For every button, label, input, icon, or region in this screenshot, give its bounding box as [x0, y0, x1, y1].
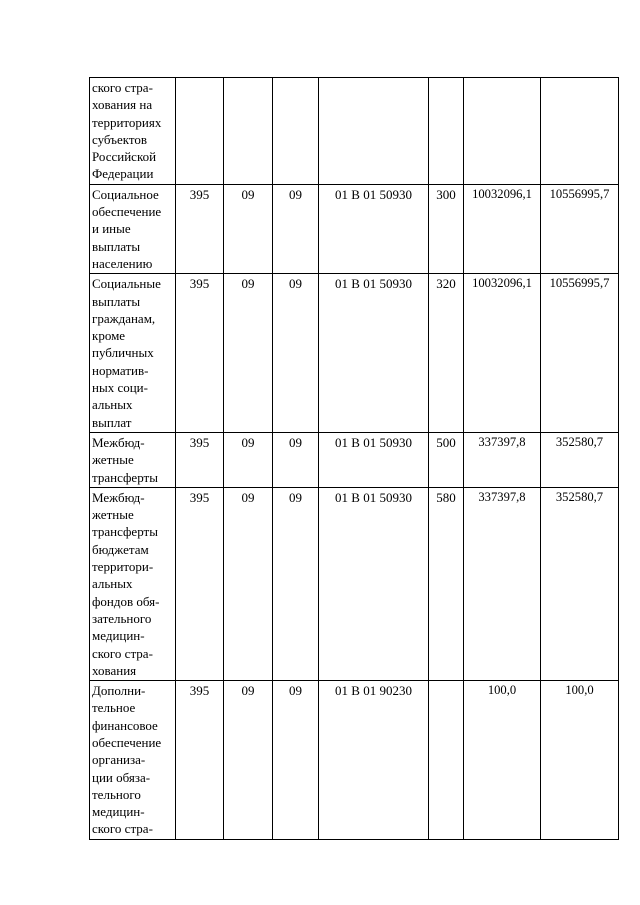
expense-type-cell [429, 78, 464, 185]
expense-name-line: жетные [92, 452, 134, 468]
expense-name-line: жетные [92, 507, 134, 523]
expense-name-line: хования на [92, 97, 153, 113]
target-article-cell [319, 78, 429, 185]
expense-name-line: гражданам, [92, 310, 156, 326]
expense-name-line: альных [92, 397, 133, 413]
expense-name-line: ции обяза- [92, 769, 151, 785]
ministry-code-cell: 395 [176, 487, 224, 680]
expense-type-cell: 300 [429, 184, 464, 273]
expense-name-line: выплаты [92, 238, 141, 254]
amount-year2-cell: 100,0 [541, 681, 619, 840]
expense-name-line: тельное [92, 700, 136, 716]
amount-year2-cell: 352580,7 [541, 487, 619, 680]
expense-name-line: ского стра- [92, 645, 153, 661]
expense-name-line: ского стра- [92, 821, 153, 837]
table-row [90, 432, 619, 487]
subsection-code-cell [273, 78, 319, 185]
expense-name-line: выплаты [92, 293, 141, 309]
expense-name-line: медицин- [92, 804, 145, 820]
target-article-cell: 01 В 01 90230 [319, 681, 429, 840]
amount-year1-cell: 337397,8 [464, 487, 541, 680]
expense-name-cell [90, 487, 176, 680]
target-article-cell: 01 В 01 50930 [319, 184, 429, 273]
amount-year1-cell: 100,0 [464, 681, 541, 840]
expense-type-cell [429, 681, 464, 840]
amount-year2-cell [541, 78, 619, 185]
expense-type-cell: 580 [429, 487, 464, 680]
expense-name-line: организа- [92, 752, 146, 768]
target-article-cell: 01 В 01 50930 [319, 274, 429, 433]
expense-name-cell [90, 681, 176, 840]
expense-name-cell [90, 184, 176, 273]
expense-name-line: Российской [92, 149, 157, 165]
ministry-code-cell: 395 [176, 432, 224, 487]
expense-name-cell [90, 274, 176, 433]
ministry-code-cell: 395 [176, 184, 224, 273]
expense-name-line: трансферты [92, 469, 158, 485]
expense-name-line: Федерации [92, 166, 154, 182]
section-code-cell: 09 [224, 681, 273, 840]
expense-name-line: субъектов [92, 131, 148, 147]
expense-name-line: фондов обя- [92, 593, 160, 609]
section-code-cell [224, 78, 273, 185]
expense-name-line: ского стра- [92, 80, 153, 95]
expense-name-line: выплат [92, 414, 132, 430]
expense-name-line: хования [92, 662, 137, 678]
amount-year1-cell: 337397,8 [464, 432, 541, 487]
expense-name-line: и иные [92, 221, 131, 237]
amount-year2-cell: 10556995,7 [541, 184, 619, 273]
expense-name-line: тельного [92, 786, 141, 802]
expense-name-line: ных соци- [92, 380, 148, 396]
table-body [90, 78, 619, 840]
table-row [90, 274, 619, 433]
amount-year2-cell: 10556995,7 [541, 274, 619, 433]
expense-name-line: трансферты [92, 524, 158, 540]
subsection-code-cell: 09 [273, 681, 319, 840]
section-code-cell: 09 [224, 274, 273, 433]
section-code-cell: 09 [224, 432, 273, 487]
expense-name-line: медицин- [92, 628, 145, 644]
table-row [90, 78, 619, 185]
expense-name-line: Дополни- [92, 683, 146, 699]
expense-name-line: населению [92, 255, 153, 271]
expense-name-line: Межбюд- [92, 489, 145, 505]
expense-name-line: территориях [92, 114, 162, 130]
expense-name-cell [90, 78, 176, 185]
expense-name-line: публичных [92, 345, 154, 361]
expense-name-line: финансовое [92, 717, 158, 733]
ministry-code-cell: 395 [176, 681, 224, 840]
table-row [90, 681, 619, 840]
target-article-cell: 01 В 01 50930 [319, 432, 429, 487]
subsection-code-cell: 09 [273, 487, 319, 680]
expense-name-line: Межбюд- [92, 434, 145, 450]
expense-name-line: бюджетам [92, 541, 149, 557]
amount-year1-cell: 10032096,1 [464, 184, 541, 273]
subsection-code-cell: 09 [273, 184, 319, 273]
section-code-cell: 09 [224, 184, 273, 273]
budget-table [89, 77, 619, 840]
expense-name-line: территори- [92, 559, 154, 575]
amount-year1-cell [464, 78, 541, 185]
subsection-code-cell: 09 [273, 274, 319, 433]
expense-name-line: норматив- [92, 362, 149, 378]
expense-name-line: альных [92, 576, 133, 592]
table-row [90, 184, 619, 273]
ministry-code-cell: 395 [176, 274, 224, 433]
table-row [90, 487, 619, 680]
expense-name-line: обеспечение [92, 204, 162, 220]
target-article-cell: 01 В 01 50930 [319, 487, 429, 680]
expense-type-cell: 500 [429, 432, 464, 487]
amount-year2-cell: 352580,7 [541, 432, 619, 487]
expense-type-cell: 320 [429, 274, 464, 433]
expense-name-cell [90, 432, 176, 487]
expense-name-line: Социальное [92, 186, 159, 202]
expense-name-line: зательного [92, 610, 152, 626]
expense-name-line: обеспечение [92, 734, 162, 750]
amount-year1-cell: 10032096,1 [464, 274, 541, 433]
subsection-code-cell: 09 [273, 432, 319, 487]
expense-name-line: Социальные [92, 276, 161, 292]
ministry-code-cell [176, 78, 224, 185]
expense-name-line: кроме [92, 328, 126, 344]
section-code-cell: 09 [224, 487, 273, 680]
